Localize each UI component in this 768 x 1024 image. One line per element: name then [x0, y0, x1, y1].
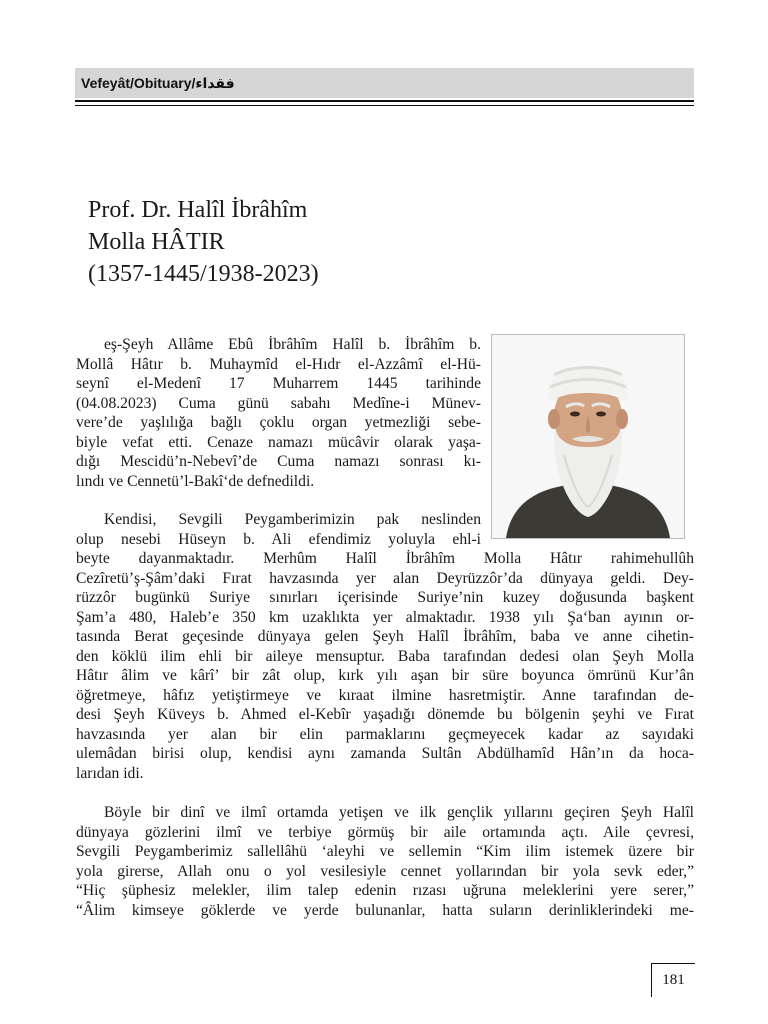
text-line: dünyaya gözlerini ilmî ve terbiye görmüş bir aile ortamında açtı. Aile çevresi, — [76, 823, 694, 841]
text-line: Şam’a 480, Haleb’e 350 km uzaklıkta yer almaktadır. 1938 yılı Şa‘ban ayının or- — [76, 608, 694, 626]
text-line: Hâtır âlim ve kârî’ bir zât olup, kırk yılı aşan bir süre boyunca ömrünü Kur’ân — [76, 667, 694, 684]
header-rule — [75, 100, 694, 102]
text-line: (04.08.2023) Cuma günü sabahı Medîne-i Münev- — [76, 394, 481, 412]
article-title — [88, 194, 588, 290]
text-line: biyle vefat etti. Cenaze namazı mücâvir olarak yaşa- — [76, 433, 481, 451]
text-line: havzasında yer alan bir elin parmaklarını geçmeyecek kadar az sayıdaki — [76, 725, 694, 743]
text-line: dığı Mescidü’n-Nebevî’de Cuma namazı sonrası kı- — [76, 453, 481, 470]
page-number — [651, 963, 695, 997]
portrait-photo — [491, 334, 685, 539]
text-line: den köklü ilim ehli bir aileye mensuptur. Baba tarafından dedesi olan Şeyh Molla — [76, 647, 694, 665]
text-line: Mollâ Hâtır b. Muhaymîd el-Hıdr el-Azzâmî el-Hü- — [76, 355, 481, 373]
text-line: lındı ve Cennetü’l-Bakî‘de defnedildi. — [76, 472, 315, 490]
title-line-2: Molla HÂTIR — [88, 229, 225, 255]
title-line-1: Prof. Dr. Halîl İbrâhîm — [88, 197, 308, 223]
text-line: rüzzôr bugünkü Suriye sınırları içerisinde Suriye’nin kuzey doğusunda başkent — [76, 589, 694, 606]
text-line: beyte dayanmaktadır. Merhûm Halîl İbrâhîm Molla Hâtır rahimehullûh — [76, 550, 694, 567]
running-title: Vefeyât/Obituary/فقداء — [81, 74, 235, 91]
text-line: öğretmeye, hâfız yetiştirmeye ve kıraat ilmine hasretmiştir. Anne tarafından de- — [76, 686, 694, 704]
text-line: Böyle bir dinî ve ilmî ortamda yetişen ve ilk gençlik yıllarını geçiren Şeyh Halîl — [104, 804, 694, 821]
title-line-3: (1357-1445/1938-2023) — [88, 261, 319, 287]
text-line: vere’de yaşlılığa bağlı çoklu organ yetmezliği sebe- — [76, 414, 481, 431]
paragraph-3 — [76, 803, 694, 920]
paragraph-1 — [76, 335, 481, 491]
paragraph-2-narrow — [76, 510, 481, 549]
text-line: yola girerse, Allah onu o yol vesilesiyle cennet yollarından bir yola sevk eder,” — [76, 862, 694, 880]
text-line: Sevgili Peygamberimiz sallellâhü ‘aleyhi ve sellemin “Kim ilim istemek üzere bir — [76, 843, 694, 860]
text-line: seynî el-Medenî 17 Muharrem 1445 tarihinde — [76, 375, 481, 392]
header-rule-thin — [75, 105, 694, 106]
running-header — [75, 68, 694, 98]
text-line: eş-Şeyh Allâme Ebû İbrâhîm Halîl b. İbrâhîm b. — [104, 336, 481, 353]
text-line: “Hiç şüphesiz melekler, ilim talep edenin rızası uğruna meleklerini yere serer,” — [76, 882, 694, 899]
text-line: Cezîretü’ş-Şâm’daki Fırat havzasında yer alan Deyrüzzôr’da dünyaya geldi. Dey- — [76, 569, 694, 587]
paragraph-2-wide — [76, 549, 694, 783]
text-line: tasında Berat geçesinde dünyaya gelen Şeyh Halîl İbrâhîm, baba ve anne cihetin- — [76, 628, 694, 645]
text-line: Kendisi, Sevgili Peygamberimizin pak neslinden — [104, 511, 481, 528]
portrait-image — [492, 335, 684, 538]
text-line: desi Şeyh Küveys b. Ahmed el-Kebîr yaşadığı dönemde bu bölgenin şeyhi ve Fırat — [76, 706, 694, 723]
text-line: olup nesebi Hüseyn b. Ali efendimiz yoluyla ehl-i — [76, 530, 481, 548]
text-line: “Âlim kimseye göklerde ve yerde bulunanlar, hatta suların derinliklerindeki me- — [76, 901, 694, 919]
text-line: ulemâdan birisi olup, kendisi aynı zamanda Sultân Abdülhamîd Hân’ın da hoca- — [76, 745, 694, 762]
page-number-text: 181 — [662, 972, 685, 988]
text-line: larıdan idi. — [76, 764, 144, 782]
